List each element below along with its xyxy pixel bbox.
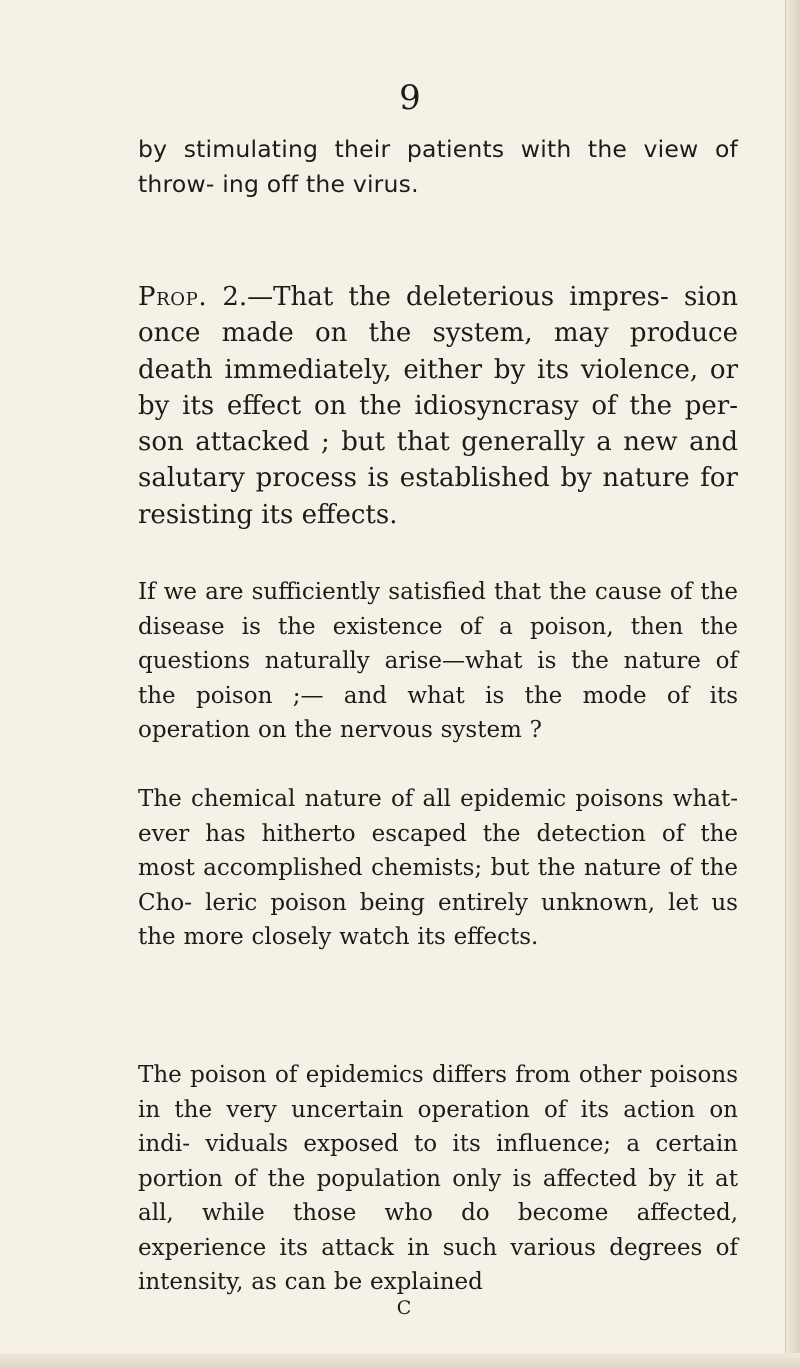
page-edge-right — [785, 0, 800, 1367]
paragraph-poison-of-epidemics: The poison of epidemics differs from other poisons in the very uncertain operation of its action on indi- viduals exposed to its influence; a certain portion of the population only is affected by it at all, while those who do become affected, experience its attack in such various degrees of intensity, as can be explained — [138, 1062, 738, 1295]
page-edge-bottom — [0, 1353, 800, 1367]
proposition-label: Prop. — [138, 282, 208, 312]
proposition-number: 2. — [222, 282, 248, 312]
paragraph-cause-of-disease: If we are sufficiently satisfied that the cause of the disease is the existence of a poison, then the questions naturally arise—what is the nature of the poison ;— and what is the mode of its operation on the nervous system ? — [138, 579, 738, 743]
signature-mark: C — [396, 1297, 412, 1319]
paragraph-chemical-nature: The chemical nature of all epidemic poisons what- ever has hitherto escaped the detection of the most accomplished chemists; but the nature of the Cho- leric poison being entirely unknown, let us the more closely watch its effects. — [138, 786, 738, 950]
page-number: 9 — [399, 78, 421, 118]
proposition-text: —That the deleterious impres- sion once made on the system, may produce death immediately, either by its violence, or by its effect on the idiosyncrasy of the per- son attacked ; but that generally a new and salutary process is established by nature for resisting its effects. — [138, 282, 739, 530]
proposition-paragraph — [138, 279, 738, 533]
intro-paragraph: by stimulating their patients with the view of throw- ing off the virus. — [138, 135, 738, 198]
